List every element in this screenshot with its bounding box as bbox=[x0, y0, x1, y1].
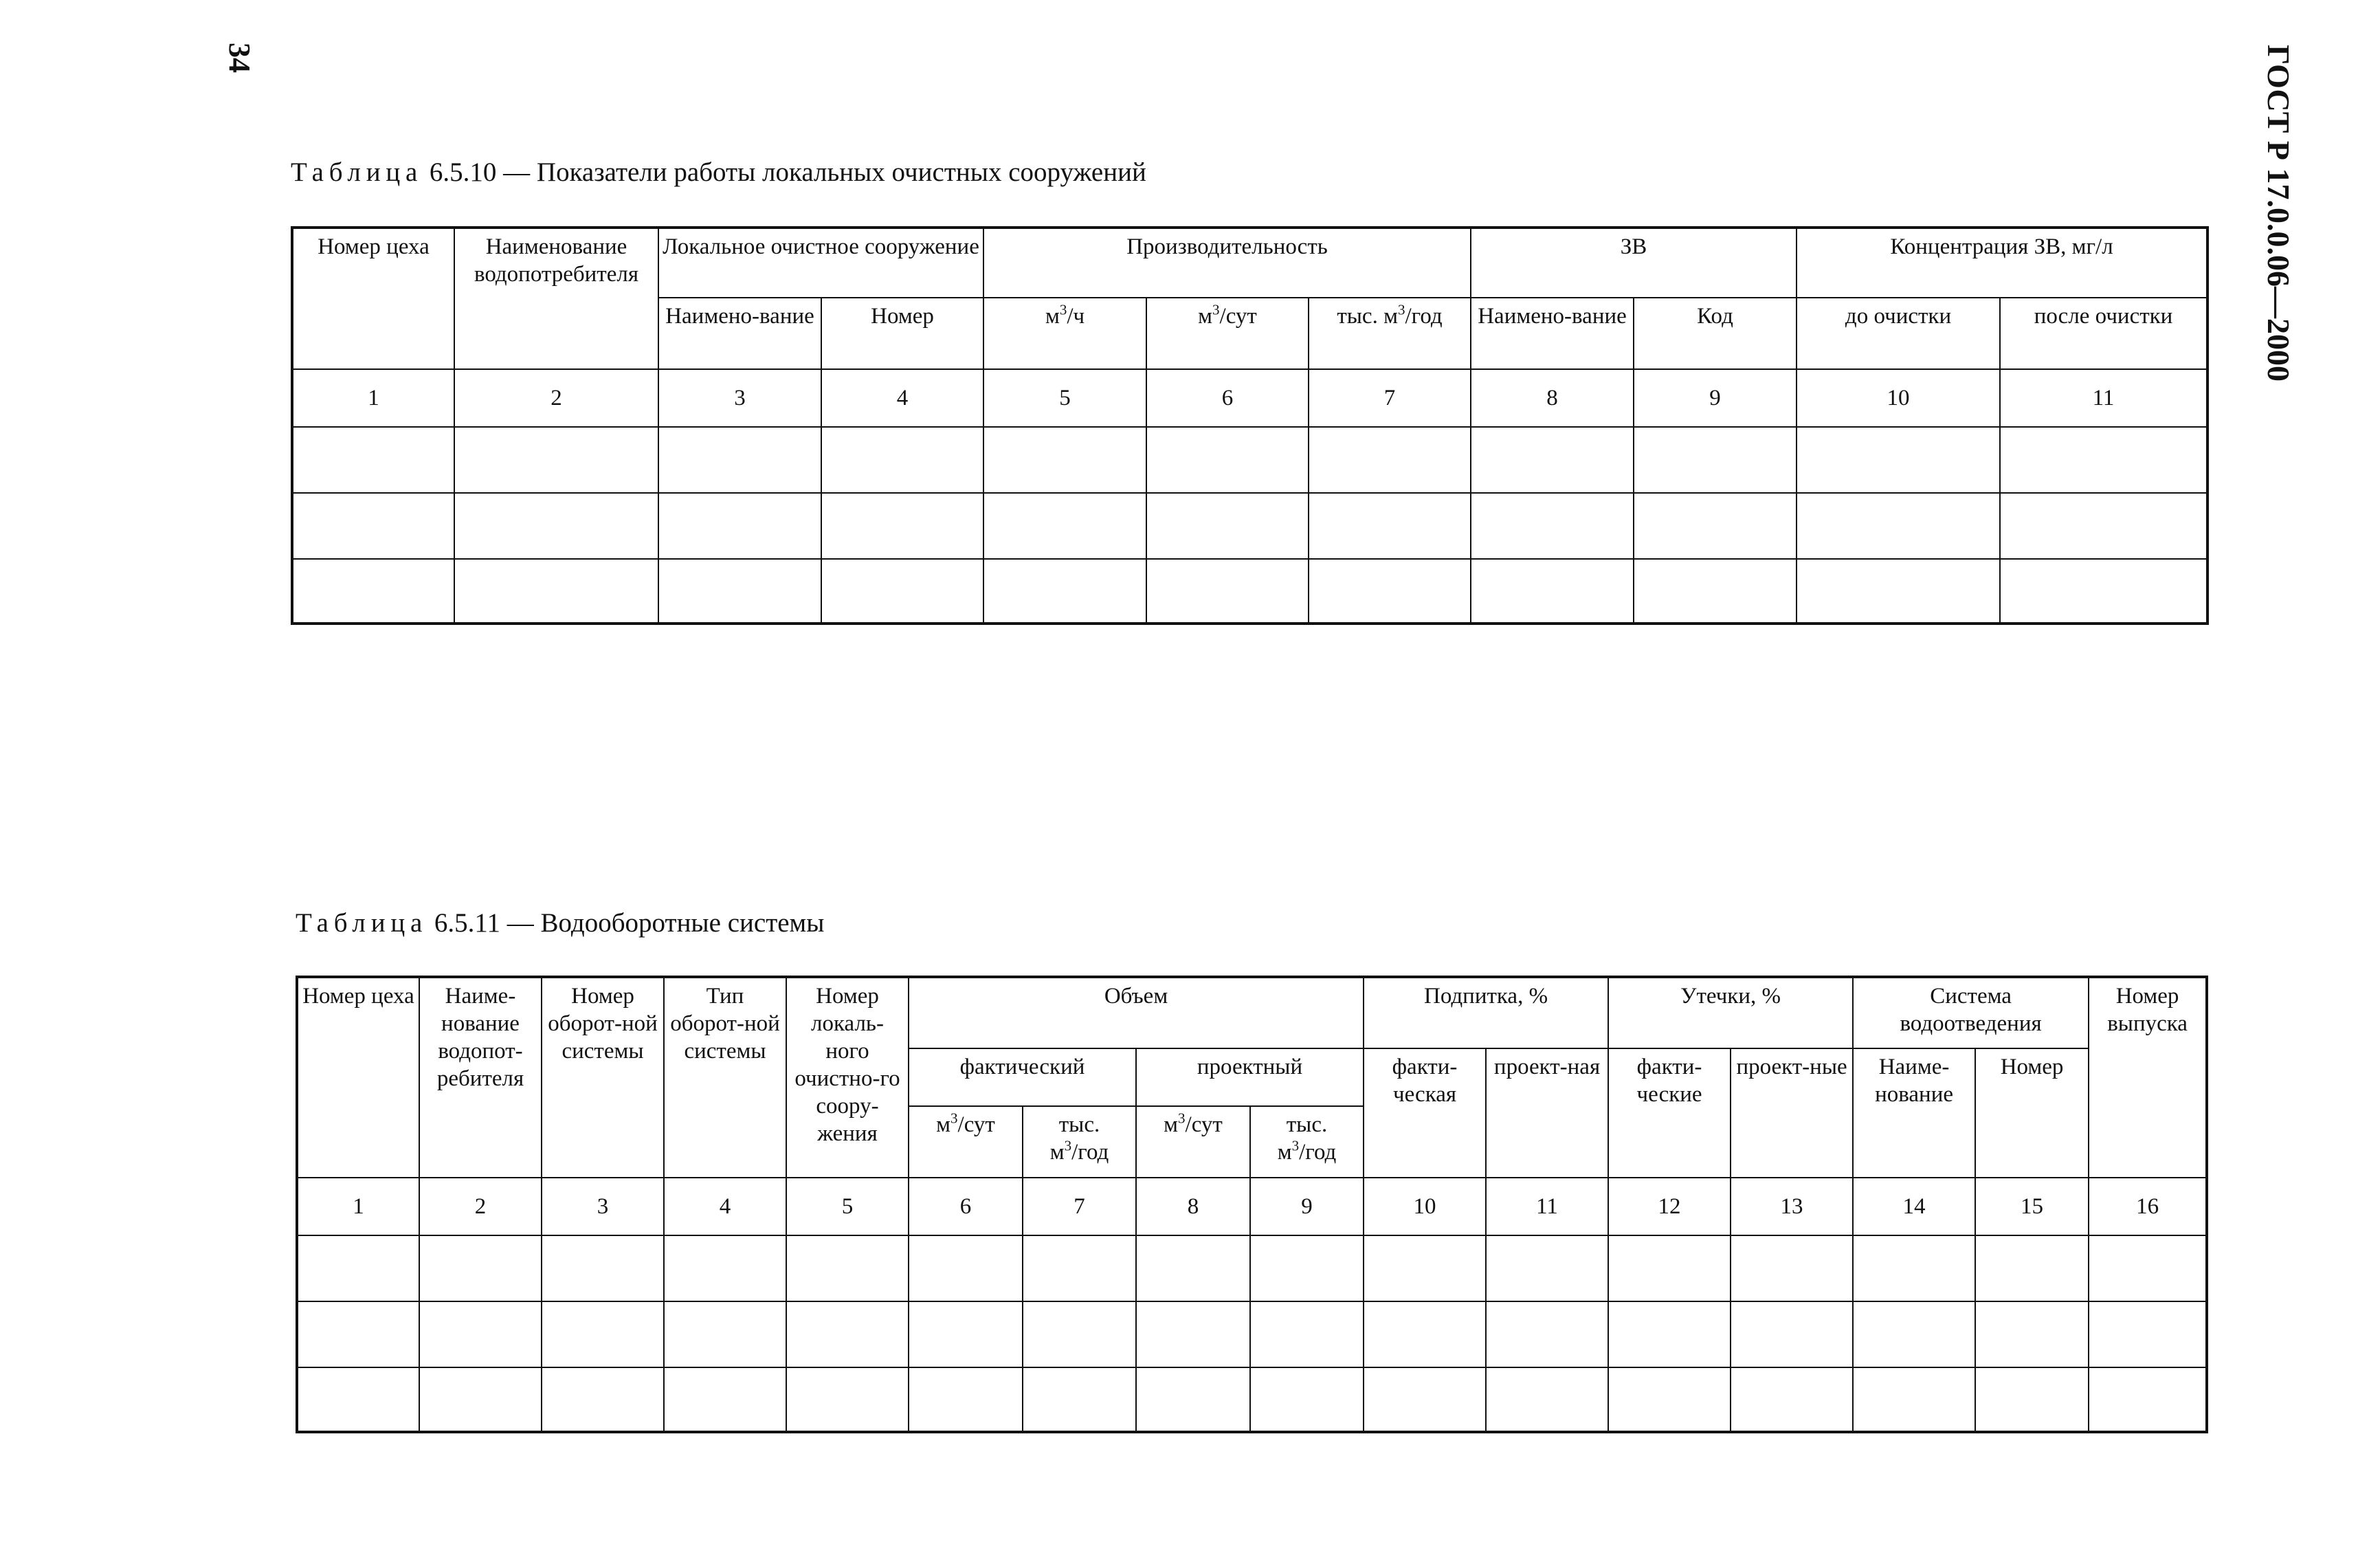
table-row bbox=[297, 1235, 2207, 1301]
empty-cell bbox=[1486, 1235, 1608, 1301]
empty-cell bbox=[1486, 1301, 1608, 1367]
empty-cell bbox=[2089, 1235, 2207, 1301]
header-capacity: Производительность bbox=[983, 228, 1471, 298]
empty-cell bbox=[292, 427, 454, 493]
column-number-row bbox=[297, 1178, 2207, 1235]
empty-cell bbox=[1634, 559, 1797, 624]
header-water-consumer: Наименование водопотребителя bbox=[454, 228, 658, 369]
column-number: 13 bbox=[1731, 1178, 1853, 1235]
header-actual-thousand-m3-per-year: тыс. $м^3$/год bbox=[1023, 1106, 1136, 1178]
page-number: 34 bbox=[223, 43, 256, 73]
empty-cell bbox=[909, 1301, 1023, 1367]
header-facility-number: Номер bbox=[821, 298, 983, 369]
column-number: 5 bbox=[786, 1178, 909, 1235]
empty-cell bbox=[1608, 1367, 1731, 1432]
empty-cell bbox=[542, 1367, 664, 1432]
header-local-facility-number: Номер локаль-ного очистно-го соору-жения bbox=[786, 977, 909, 1178]
empty-cell bbox=[297, 1301, 419, 1367]
header-makeup: Подпитка, % bbox=[1364, 977, 1608, 1048]
header-thousand-m3-per-year: тыс. $м^3$/год bbox=[1309, 298, 1471, 369]
empty-cell bbox=[1975, 1367, 2089, 1432]
header-pollutant-name: Наимено-вание bbox=[1471, 298, 1634, 369]
empty-cell bbox=[1471, 493, 1634, 559]
header-workshop-number: Номер цеха bbox=[292, 228, 454, 369]
column-number: 8 bbox=[1136, 1178, 1250, 1235]
header-before-treatment: до очистки bbox=[1797, 298, 2000, 369]
column-number: 10 bbox=[1797, 369, 2000, 427]
table1-caption-word: Таблица bbox=[291, 157, 423, 187]
empty-cell bbox=[1731, 1301, 1853, 1367]
empty-cell bbox=[664, 1235, 786, 1301]
empty-cell bbox=[419, 1235, 542, 1301]
header-volume-actual: фактический bbox=[909, 1048, 1136, 1106]
header-leaks-design: проект-ные bbox=[1731, 1048, 1853, 1178]
empty-cell bbox=[1136, 1235, 1250, 1301]
table-water-circulation-systems bbox=[296, 976, 2208, 1433]
empty-cell bbox=[2089, 1301, 2207, 1367]
header-makeup-actual: факти-ческая bbox=[1364, 1048, 1486, 1178]
empty-cell bbox=[1975, 1301, 2089, 1367]
empty-cell bbox=[454, 559, 658, 624]
header-design-m3-per-day: $м^3$/сут bbox=[1136, 1106, 1250, 1178]
table-row bbox=[292, 493, 2207, 559]
empty-cell bbox=[1731, 1367, 1853, 1432]
header-pollutant-code: Код bbox=[1634, 298, 1797, 369]
column-number: 1 bbox=[292, 369, 454, 427]
empty-cell bbox=[983, 559, 1146, 624]
table2-caption-word: Таблица bbox=[296, 908, 428, 938]
header-design-thousand-m3-per-year: тыс. $м^3$/год bbox=[1250, 1106, 1364, 1178]
header-volume-design: проектный bbox=[1136, 1048, 1364, 1106]
empty-cell bbox=[1023, 1301, 1136, 1367]
header-pollutant: ЗВ bbox=[1471, 228, 1797, 298]
column-number: 11 bbox=[1486, 1178, 1608, 1235]
column-number: 1 bbox=[297, 1178, 419, 1235]
empty-cell bbox=[419, 1301, 542, 1367]
empty-cell bbox=[786, 1235, 909, 1301]
empty-cell bbox=[821, 427, 983, 493]
empty-cell bbox=[664, 1367, 786, 1432]
column-number: 2 bbox=[454, 369, 658, 427]
empty-cell bbox=[1471, 559, 1634, 624]
empty-cell bbox=[1364, 1301, 1486, 1367]
empty-cell bbox=[297, 1367, 419, 1432]
empty-cell bbox=[1797, 559, 2000, 624]
empty-cell bbox=[1023, 1367, 1136, 1432]
empty-cell bbox=[292, 559, 454, 624]
header-volume: Объем bbox=[909, 977, 1364, 1048]
empty-cell bbox=[1975, 1235, 2089, 1301]
column-number-row bbox=[292, 369, 2207, 427]
empty-cell bbox=[542, 1235, 664, 1301]
header-local-facility: Локальное очистное сооружение bbox=[658, 228, 983, 298]
empty-cell bbox=[419, 1367, 542, 1432]
empty-cell bbox=[658, 427, 821, 493]
empty-cell bbox=[1471, 427, 1634, 493]
table-row bbox=[297, 1301, 2207, 1367]
header-drainage-system: Система водоотведения bbox=[1853, 977, 2089, 1048]
column-number: 15 bbox=[1975, 1178, 2089, 1235]
header-workshop-number: Номер цеха bbox=[297, 977, 419, 1178]
column-number: 2 bbox=[419, 1178, 542, 1235]
column-number: 6 bbox=[1146, 369, 1309, 427]
column-number: 6 bbox=[909, 1178, 1023, 1235]
column-number: 10 bbox=[1364, 1178, 1486, 1235]
column-number: 8 bbox=[1471, 369, 1634, 427]
empty-cell bbox=[1250, 1367, 1364, 1432]
table2-caption-text: 6.5.11 — Водооборотные системы bbox=[434, 908, 825, 938]
header-drainage-name: Наиме-нование bbox=[1853, 1048, 1975, 1178]
header-after-treatment: после очистки bbox=[2000, 298, 2207, 369]
header-concentration: Концентрация ЗВ, мг/л bbox=[1797, 228, 2207, 298]
table-local-treatment-facilities bbox=[291, 226, 2209, 625]
table-row bbox=[292, 559, 2207, 624]
header-outlet-number: Номер выпуска bbox=[2089, 977, 2207, 1178]
table1-caption bbox=[291, 157, 1146, 188]
empty-cell bbox=[909, 1235, 1023, 1301]
column-number: 12 bbox=[1608, 1178, 1731, 1235]
header-water-consumer: Наиме-нование водопот-ребителя bbox=[419, 977, 542, 1178]
empty-cell bbox=[292, 493, 454, 559]
empty-cell bbox=[1853, 1301, 1975, 1367]
empty-cell bbox=[1146, 559, 1309, 624]
empty-cell bbox=[2000, 559, 2207, 624]
empty-cell bbox=[1634, 427, 1797, 493]
header-m3-per-hour: $м^3/ч$ bbox=[983, 298, 1146, 369]
table-row bbox=[297, 1367, 2207, 1432]
empty-cell bbox=[454, 493, 658, 559]
column-number: 4 bbox=[821, 369, 983, 427]
empty-cell bbox=[1608, 1235, 1731, 1301]
table2-caption bbox=[296, 907, 824, 938]
column-number: 16 bbox=[2089, 1178, 2207, 1235]
empty-cell bbox=[1309, 559, 1471, 624]
column-number: 11 bbox=[2000, 369, 2207, 427]
empty-cell bbox=[1309, 493, 1471, 559]
empty-cell bbox=[1364, 1235, 1486, 1301]
empty-cell bbox=[1608, 1301, 1731, 1367]
table-row bbox=[292, 427, 2207, 493]
empty-cell bbox=[1853, 1235, 1975, 1301]
empty-cell bbox=[658, 559, 821, 624]
header-facility-name: Наимено-вание bbox=[658, 298, 821, 369]
empty-cell bbox=[2089, 1367, 2207, 1432]
empty-cell bbox=[983, 427, 1146, 493]
header-actual-m3-per-day: $м^3$/сут bbox=[909, 1106, 1023, 1178]
empty-cell bbox=[454, 427, 658, 493]
table1-caption-text: 6.5.10 — Показатели работы локальных очистных сооружений bbox=[429, 157, 1146, 187]
empty-cell bbox=[786, 1301, 909, 1367]
empty-cell bbox=[1797, 493, 2000, 559]
empty-cell bbox=[909, 1367, 1023, 1432]
column-number: 3 bbox=[542, 1178, 664, 1235]
empty-cell bbox=[1250, 1301, 1364, 1367]
column-number: 7 bbox=[1023, 1178, 1136, 1235]
empty-cell bbox=[1136, 1301, 1250, 1367]
header-leaks: Утечки, % bbox=[1608, 977, 1853, 1048]
empty-cell bbox=[297, 1235, 419, 1301]
header-m3-per-day: $м^3$/сут bbox=[1146, 298, 1309, 369]
column-number: 9 bbox=[1634, 369, 1797, 427]
empty-cell bbox=[1797, 427, 2000, 493]
empty-cell bbox=[2000, 493, 2207, 559]
empty-cell bbox=[1136, 1367, 1250, 1432]
header-leaks-actual: факти-ческие bbox=[1608, 1048, 1731, 1178]
empty-cell bbox=[1853, 1367, 1975, 1432]
header-circulation-system-type: Тип оборот-ной системы bbox=[664, 977, 786, 1178]
empty-cell bbox=[1486, 1367, 1608, 1432]
column-number: 4 bbox=[664, 1178, 786, 1235]
empty-cell bbox=[983, 493, 1146, 559]
column-number: 5 bbox=[983, 369, 1146, 427]
empty-cell bbox=[1309, 427, 1471, 493]
empty-cell bbox=[542, 1301, 664, 1367]
empty-cell bbox=[821, 493, 983, 559]
header-circulation-system-number: Номер оборот-ной системы bbox=[542, 977, 664, 1178]
empty-cell bbox=[1364, 1367, 1486, 1432]
empty-cell bbox=[1250, 1235, 1364, 1301]
empty-cell bbox=[1634, 493, 1797, 559]
header-drainage-number: Номер bbox=[1975, 1048, 2089, 1178]
empty-cell bbox=[664, 1301, 786, 1367]
column-number: 14 bbox=[1853, 1178, 1975, 1235]
empty-cell bbox=[821, 559, 983, 624]
running-header: ГОСТ Р 17.0.0.06—2000 bbox=[2261, 45, 2296, 382]
column-number: 9 bbox=[1250, 1178, 1364, 1235]
empty-cell bbox=[1146, 493, 1309, 559]
column-number: 3 bbox=[658, 369, 821, 427]
empty-cell bbox=[2000, 427, 2207, 493]
empty-cell bbox=[1023, 1235, 1136, 1301]
empty-cell bbox=[658, 493, 821, 559]
column-number: 7 bbox=[1309, 369, 1471, 427]
empty-cell bbox=[786, 1367, 909, 1432]
empty-cell bbox=[1731, 1235, 1853, 1301]
empty-cell bbox=[1146, 427, 1309, 493]
header-makeup-design: проект-ная bbox=[1486, 1048, 1608, 1178]
